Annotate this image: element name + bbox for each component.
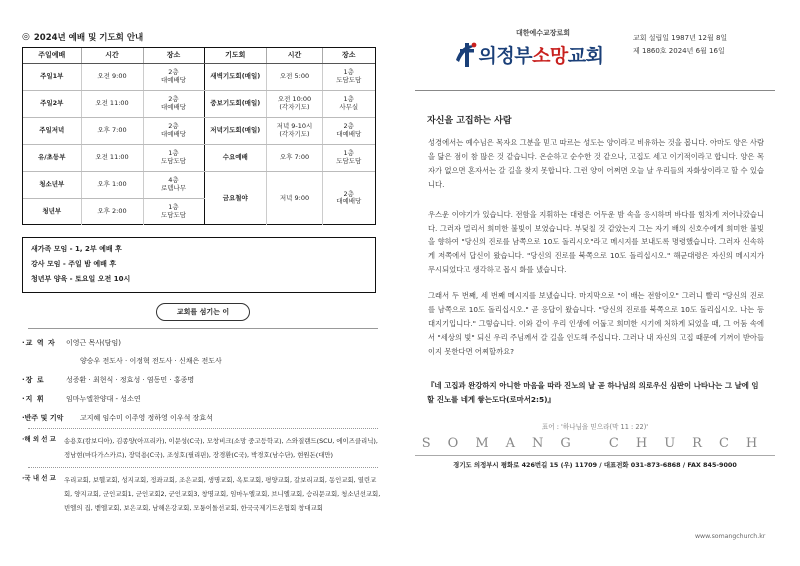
leaders-heading	[22, 303, 384, 321]
service-name: 청년부	[23, 198, 81, 225]
prayer-table	[205, 48, 375, 225]
mission-label: ·해 외 선 교	[22, 435, 56, 443]
gathering-item: 청년부 양육 - 토요일 오전 10시	[31, 275, 131, 283]
divider	[415, 455, 775, 456]
prayer-time: 저녁 9-10시 (각자기도)	[267, 117, 323, 144]
service-time: 오전 11:00	[81, 144, 143, 171]
church-name-part: 소망	[532, 44, 568, 67]
leader-value: 성증환 · 최현식 · 정효성 · 염동민 · 홍종명	[66, 376, 195, 384]
worship-header-time: 시간	[81, 48, 143, 63]
sermon-title: 자신을 고집하는 사람	[427, 116, 512, 126]
church-address: 경기도 의정부시 평화로 426번길 15 (우) 11709 / 대표전화 031-873-6868 / FAX 845-9000	[453, 460, 737, 469]
leader-label: ·반주 및 기악	[22, 414, 64, 422]
leader-label: ·지 휘	[22, 395, 45, 403]
schedule-title: 2024년 예배 및 기도회 안내	[33, 33, 144, 43]
prayer-place: 1층 도담도담	[323, 144, 375, 171]
worship-table	[23, 48, 205, 225]
church-name-part: 교회	[567, 44, 604, 67]
leaders-title: 교회를 섬기는 이	[156, 303, 250, 321]
mission-label: ·국 내 선 교	[22, 474, 56, 482]
sermon-paragraph: 그래서 두 번째, 세 번째 메시지를 보냈습니다. 마지막으로 "이 배는 전함이오" 그러니 빨리 "당신의 진로를 남쪽으로 10도 돌리십시오." 곧 응답이 왔습니다. "당신의 진로를 북쪽으로 10도 돌리십시오. 나는 등대지기입니다." 그렇습니다. 이와 같이 우리 인생에 어둡고 희미한 시기에 처하게 되었을 때, 그 어둠 속에서 "세상의 빛" 되신 우리 주님께서 갈 길을 인도해 주십니다. 그러나 내 자신의 고집 때문에 기꺼이 받아들이지 못한다면 어찌할까요?	[428, 291, 764, 356]
prayer-place: 2층 대예배당	[336, 189, 362, 206]
table-row	[205, 171, 375, 225]
table-row	[205, 63, 375, 90]
table-row	[23, 90, 204, 117]
service-time: 오후 1:00	[81, 171, 143, 198]
founded-date: 교회 설립일 1987년 12월 8일	[633, 34, 728, 42]
divider	[28, 428, 378, 429]
service-time: 오전 9:00	[81, 63, 143, 90]
service-name: 주일2부	[23, 90, 81, 117]
table-row	[23, 198, 204, 225]
leader-label: ·장 로	[22, 376, 45, 384]
masthead	[415, 28, 775, 84]
leader-value: 양승우 전도사 · 이정혁 전도사 · 신채은 전도사	[80, 357, 222, 365]
church-name	[479, 41, 604, 68]
website-link[interactable]: www.somangchurch.kr	[695, 533, 766, 540]
left-page	[22, 30, 384, 515]
somang-church-wordmark: SOMANG CHURCH	[421, 435, 775, 451]
prayer-name: 저녁기도회(매일)	[205, 117, 267, 144]
prayer-header-time: 시간	[267, 48, 323, 63]
service-place: 1층 도담도담	[143, 144, 204, 171]
service-time: 오전 11:00	[81, 90, 143, 117]
prayer-time: 오전 5:00	[267, 63, 323, 90]
service-place: 2층 대예배당	[143, 63, 204, 90]
issue-meta	[633, 32, 727, 58]
service-name: 주일저녁	[23, 117, 81, 144]
mission-value: 우리교회, 보헬교회, 성지교회, 정좌교회, 조은교회, 생명교회, 옥토교회, 평양교회, 갈보리교회, 동인교회, 열린교회, 양지교회, 군인교회1, 군인교회2, 군인교회3, 창명교회, 임마누엘교회, 브니엘교회, 승리문교회, 청소년선교회, 빈엘의 집, 벧엘교회, 보은교회, 남해은강교회, 모퉁이돌선교회, 한국국제기드온협회 창대교회	[64, 476, 381, 512]
prayer-header-name: 기도회	[205, 48, 267, 63]
leader-row	[22, 356, 384, 366]
gathering-item: 강사 모임 - 주일 밤 예배 후	[31, 260, 117, 268]
service-place: 4층 로뎀나무	[143, 171, 204, 198]
prayer-header-place: 장소	[323, 48, 375, 63]
leader-row	[22, 413, 384, 423]
divider	[28, 467, 378, 468]
gathering-item: 새가족 모임 - 1, 2부 예배 후	[31, 245, 122, 253]
table-row	[23, 144, 204, 171]
sermon-paragraph: 우스운 이야기가 있습니다. 전함을 지휘하는 대령은 어두운 밤 속을 응시하며 바다를 힘차게 저어나갔습니다. 그러자 멀리서 희미한 불빛이 보였습니다. 부딪칠 것 같았는지 그는 자기 배의 신호수에게 희미한 불빛을 향하여 "당신의 진로를 남쪽으로 10도 돌리시오"라고 메시지를 보내도록 명령했습니다. 그러자 신속하게 저쪽에서 답신이 왔습니다. "당신의 진로를 북쪽으로 10도 돌리십시오." 해군대령은 자신의 메시지가 무시되었다고 생각하고 몹시 화를 냈습니다.	[428, 209, 764, 275]
church-motto: 표어 : '하나님을 믿으라(막 11 : 22)'	[541, 422, 649, 431]
target-icon: ◎	[22, 32, 30, 42]
service-place: 1층 도담도담	[160, 203, 187, 219]
table-row	[23, 171, 204, 198]
gatherings-box	[22, 237, 376, 293]
prayer-time: 저녁 9:00	[267, 171, 323, 225]
leader-label: ·교 역 자	[22, 339, 56, 347]
prayer-name: 금요철야	[205, 171, 267, 225]
divider	[28, 328, 378, 329]
leader-value: 임마누엘찬양대 - 성소연	[66, 395, 141, 403]
prayer-time: 오후 7:00	[267, 144, 323, 171]
prayer-name: 새벽기도회(매일)	[205, 63, 267, 90]
leader-row	[22, 338, 384, 348]
prayer-name: 수요예배	[205, 144, 267, 171]
mission-row	[22, 434, 384, 462]
leader-row	[22, 394, 384, 404]
cross-logo-icon	[453, 40, 479, 68]
table-row	[23, 117, 204, 144]
prayer-name: 중보기도회(매일)	[205, 90, 267, 117]
service-time: 오후 7:00	[81, 117, 143, 144]
service-name: 청소년부	[23, 171, 81, 198]
table-row	[205, 117, 375, 144]
divider	[415, 90, 775, 91]
prayer-place: 1층 사무실	[323, 90, 375, 117]
worship-header-place: 장소	[143, 48, 204, 63]
prayer-place: 1층 도담도담	[323, 63, 375, 90]
prayer-time: 오전 10:00 (각자기도)	[267, 90, 323, 117]
scripture-quote: 『네 고집과 완강하지 아니한 마음을 따라 진노의 날 곧 하나님의 의로우신 심판이 나타나는 그 날에 임할 진노를 네게 쌓는도다(로마서2:5)』	[427, 380, 759, 404]
mission-row	[22, 473, 384, 515]
table-row	[205, 144, 375, 171]
leader-value: 고지혜 임수미 이주영 정하영 이우석 장효석	[80, 414, 213, 422]
service-time: 오후 2:00	[81, 198, 143, 225]
service-name: 주일1부	[23, 63, 81, 90]
schedule-table	[22, 47, 376, 225]
mission-value: 송용호(캄보디아), 김종양(아프리카), 이문성(C국), 모창비크(소망 중고등학교), 스와질랜드(SCU, 에이즈클리닉), 정남현(마다가스카르), 장덕용(C국), 조성호(필리핀), 장경환(C국), 박경호(남수단), 현원돈(대만)	[64, 437, 378, 459]
service-name: 유/초등부	[23, 144, 81, 171]
issue-number: 제 1860호 2024년 6월 16일	[633, 47, 725, 55]
right-page	[415, 28, 775, 469]
church-name-part: 의정부	[478, 44, 533, 67]
sermon-paragraph: 성경에서는 예수님은 목자요 그분을 믿고 따르는 성도는 양이라고 비유하는 것을 봅니다. 아마도 양은 사람을 닮은 점이 참 많은 것 같습니다. 온순하고 순수한 것 같으나, 고집도 세고 이기적이라고 합니다. 양은 목자가 없으면 혼자서는 갈 길을 찾지 못합니다. 그런 양이 어쩌면 오늘 날 우리들의 자화상이라고 할 수 있습니다.	[428, 138, 764, 189]
worship-header-name: 주일예배	[23, 48, 81, 63]
leader-value: 이영근 목사(담임)	[66, 339, 122, 347]
logo-mark	[453, 40, 604, 68]
denomination: 대한예수교장로회	[515, 29, 571, 37]
table-row	[23, 63, 204, 90]
prayer-place: 2층 대예배당	[323, 117, 375, 144]
service-place: 2층 대예배당	[143, 90, 204, 117]
church-logo	[443, 28, 613, 68]
leader-row	[22, 375, 384, 385]
service-place: 2층 대예배당	[143, 117, 204, 144]
schedule-heading	[22, 30, 384, 44]
table-row	[205, 90, 375, 117]
